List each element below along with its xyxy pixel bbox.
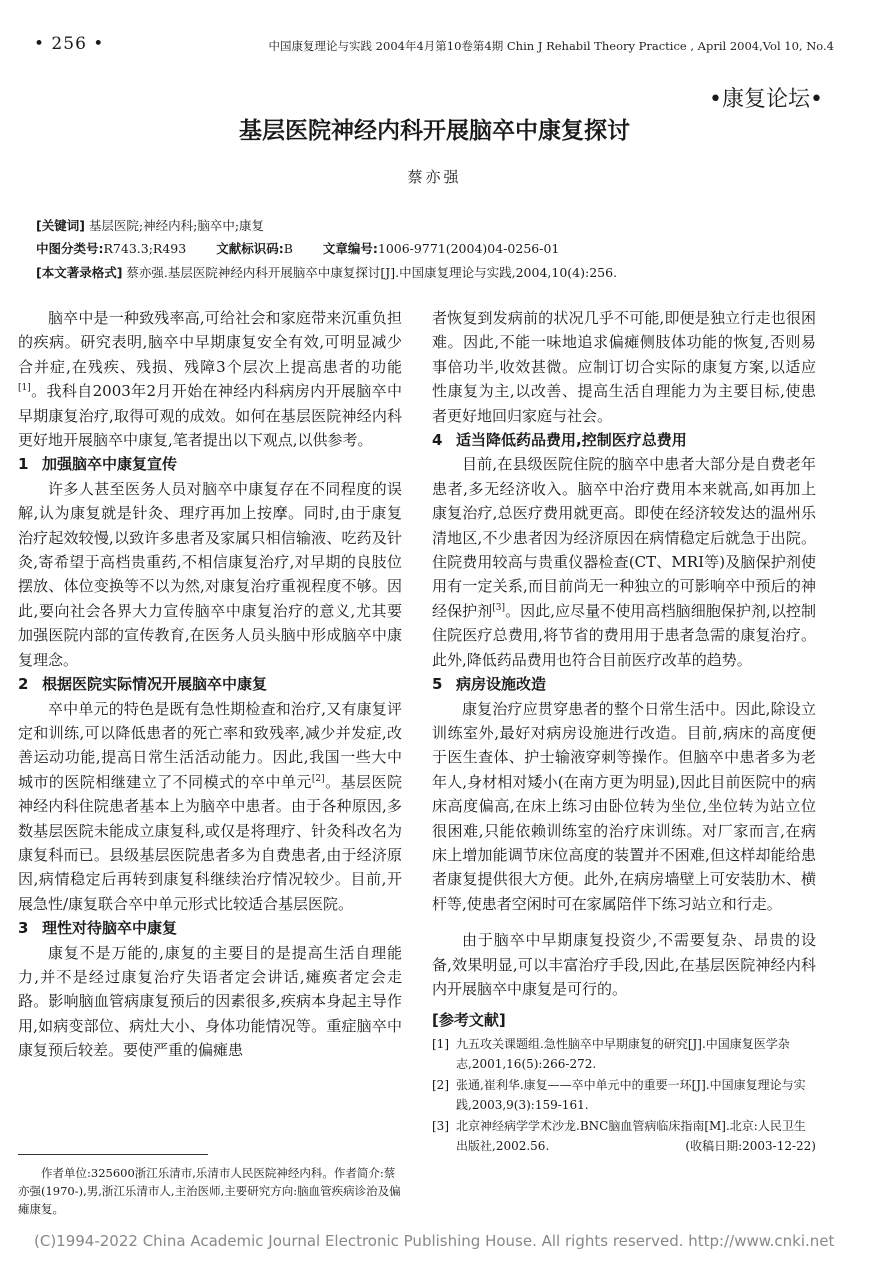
reference-item: [2] 张通,崔利华.康复——卒中单元中的重要一环[J].中国康复理论与实践,2003,9(3):159-161. (432, 1078, 806, 1112)
section-3-paragraph: 康复不是万能的,康复的主要目的是提高生活自理能力,并不是经过康复治疗失语者定会讲话,瘫痪者定会走路。影响脑血管病康复预后的因素很多,疾病本身起主导作用,如病变部位、病灶大小、身体功能情况等。重症脑卒中康复预后较差。要使严重的偏瘫患 (18, 943, 402, 1060)
keywords-label: [关键词] (36, 218, 85, 233)
copyright-watermark: (C)1994-2022 China Academic Journal Electronic Publishing House. All rights reserved. http://www.cnki.net (34, 1232, 835, 1250)
references-heading: [参考文献] (432, 1011, 506, 1030)
classification-line (36, 239, 559, 257)
reference-item: [1] 九五攻关课题组.急性脑卒中早期康复的研究[J].中国康复医学杂志,2001,16(5):266-272. (432, 1037, 790, 1071)
page-header (34, 34, 834, 58)
article-title: 基层医院神经内科开展脑卒中康复探讨 (239, 118, 630, 144)
doc-value: B (283, 241, 293, 256)
section-heading-4: 4 适当降低药品费用,控制医疗总费用 (432, 431, 687, 450)
keywords-line (36, 216, 264, 234)
conclusion-paragraph: 由于脑卒中早期康复投资少,不需要复杂、昂贵的设备,效果明显,可以丰富治疗手段,因此,在基层医院神经内科内开展脑卒中康复是可行的。 (432, 931, 816, 998)
section-heading-3: 3 理性对待脑卒中康复 (18, 919, 178, 938)
page-number: • 256 • (34, 34, 105, 54)
section-heading-5: 5 病房设施改造 (432, 675, 547, 694)
author: 蔡亦强 (407, 168, 462, 186)
author-footnote: 作者单位:325600浙江乐清市,乐清市人民医院神经内科。作者简介:蔡亦强(1970-),男,浙江乐清市人,主治医师,主要研究方向:脑血管疾病诊治及偏瘫康复。 (18, 1166, 401, 1216)
class-label: 中图分类号: (36, 241, 104, 256)
received-date: (收稿日期:2003-12-22) (685, 1138, 816, 1153)
left-column (18, 306, 402, 1063)
citation-line (36, 263, 617, 281)
section-4-paragraph: 目前,在县级医院住院的脑卒中患者大部分是自费老年患者,多无经济收入。脑卒中治疗费用本来就高,如再加上康复治疗,总医疗费用就更高。即使在经济较发达的温州乐清地区,不少患者因为经济原因在病情稳定后就急于出院。住院费用较高与贵重仪器检查(CT、MRI等)及脑保护剂使用有一定关系,而目前尚无一种独立的可影响卒中预后的神经保护剂[3]。因此,应尽量不使用高档脑细胞保护剂,以控制住院医疗总费用,将节省的费用用于患者急需的康复治疗。此外,降低药品费用也符合目前医疗改革的趋势。 (432, 455, 816, 669)
section-1-paragraph: 许多人甚至医务人员对脑卒中康复存在不同程度的误解,认为康复就是针灸、理疗再加上按摩。同时,由于康复治疗起效较慢,以致许多患者及家属只相信输液、吃药及针灸,寄希望于高档贵重药,不相信康复治疗,对早期的良肢位摆放、体位变换等不以为然,对康复治疗重视程度不够。因此,要向社会各界大力宣传脑卒中康复治疗的意义,尤其要加强医院内部的宣传教育,在医务人员头脑中形成脑卒中康复理念。 (18, 479, 402, 669)
citation: 蔡亦强.基层医院神经内科开展脑卒中康复探讨[J].中国康复理论与实践,2004,10(4):256. (126, 265, 618, 280)
citation-mark: [3] (492, 602, 506, 613)
keywords: 基层医院;神经内科;脑卒中;康复 (88, 218, 265, 233)
citation-mark: [2] (311, 773, 325, 784)
right-column (432, 306, 816, 1156)
citation-mark: [1] (18, 383, 31, 394)
doc-label: 文献标识码: (216, 241, 284, 256)
footnote-divider (18, 1154, 208, 1155)
section-heading-1: 1 加强脑卒中康复宣传 (18, 455, 178, 474)
citation-label: [本文著录格式] (36, 265, 123, 280)
class-value: R743.3;R493 (103, 241, 187, 256)
section-2-paragraph: 卒中单元的特色是既有急性期检查和治疗,又有康复评定和训练,可以降低患者的死亡率和致残率,减少并发症,改善运动功能,提高日常生活活动能力。因此,我国一些大中城市的医院相继建立了不同模式的卒中单元[2]。基层医院神经内科住院患者基本上为脑卒中患者。由于各种原因,多数基层医院未能成立康复科,或仅是将理疗、针灸科改名为康复科而已。县级基层医院患者多为自费患者,由于经济原因,病情稳定后再转到康复科继续治疗情况较少。目前,开展急性/康复联合卒中单元形式比较适合基层医院。 (18, 699, 402, 913)
article-value: 1006-9771(2004)04-0256-01 (377, 241, 560, 256)
section-5-paragraph: 康复治疗应贯穿患者的整个日常生活中。因此,除设立训练室外,最好对病房设施进行改造。目前,病床的高度便于医生查体、护士输液穿刺等操作。但脑卒中患者多为老年人,身材相对矮小(在南方更为明显),因此目前医院中的病床高度偏高,在床上练习由卧位转为坐位,坐位转为站立位很困难,只能依赖训练室的治疗床训练。对厂家而言,在病床上增加能调节床位高度的装置并不困难,但这样却能给患者康复提供很大方便。此外,在病房墙壁上可安装肋木、横杆等,使患者空闲时可在家属陪伴下练习站立和行走。 (432, 699, 816, 913)
section-heading-2: 2 根据医院实际情况开展脑卒中康复 (18, 675, 268, 694)
intro-paragraph: 脑卒中是一种致残率高,可给社会和家庭带来沉重负担的疾病。研究表明,脑卒中早期康复安全有效,可明显减少合并症,在残疾、残损、残障3个层次上提高患者的功能[1]。我科自2003年2月开始在神经内科病房内开展脑卒中早期康复治疗,取得可观的成效。如何在基层医院神经内科更好地开展脑卒中康复,笔者提出以下观点,以供参考。 (18, 309, 402, 450)
reference-item: [3] 北京神经病学学术沙龙.BNC脑血管病临床指南[M].北京:人民卫生出版社,2002.56. (收稿日期:2003-12-22) (432, 1117, 816, 1156)
section-3-continued: 者恢复到发病前的状况几乎不可能,即便是独立行走也很困难。因此,不能一味地追求偏瘫侧肢体功能的恢复,否则易事倍功半,收效甚微。应制订切合实际的康复方案,以适应性康复为主,以改善、提高生活自理能力为主要目标,使患者更好地回归家庭与社会。 (432, 309, 816, 425)
column-name: •康复论坛• (709, 87, 823, 112)
article-label: 文章编号: (322, 241, 378, 256)
journal-info: 中国康复理论与实践 2004年4月第10卷第4期 Chin J Rehabil Theory Practice , April 2004,Vol 10, No.4 (268, 39, 834, 53)
